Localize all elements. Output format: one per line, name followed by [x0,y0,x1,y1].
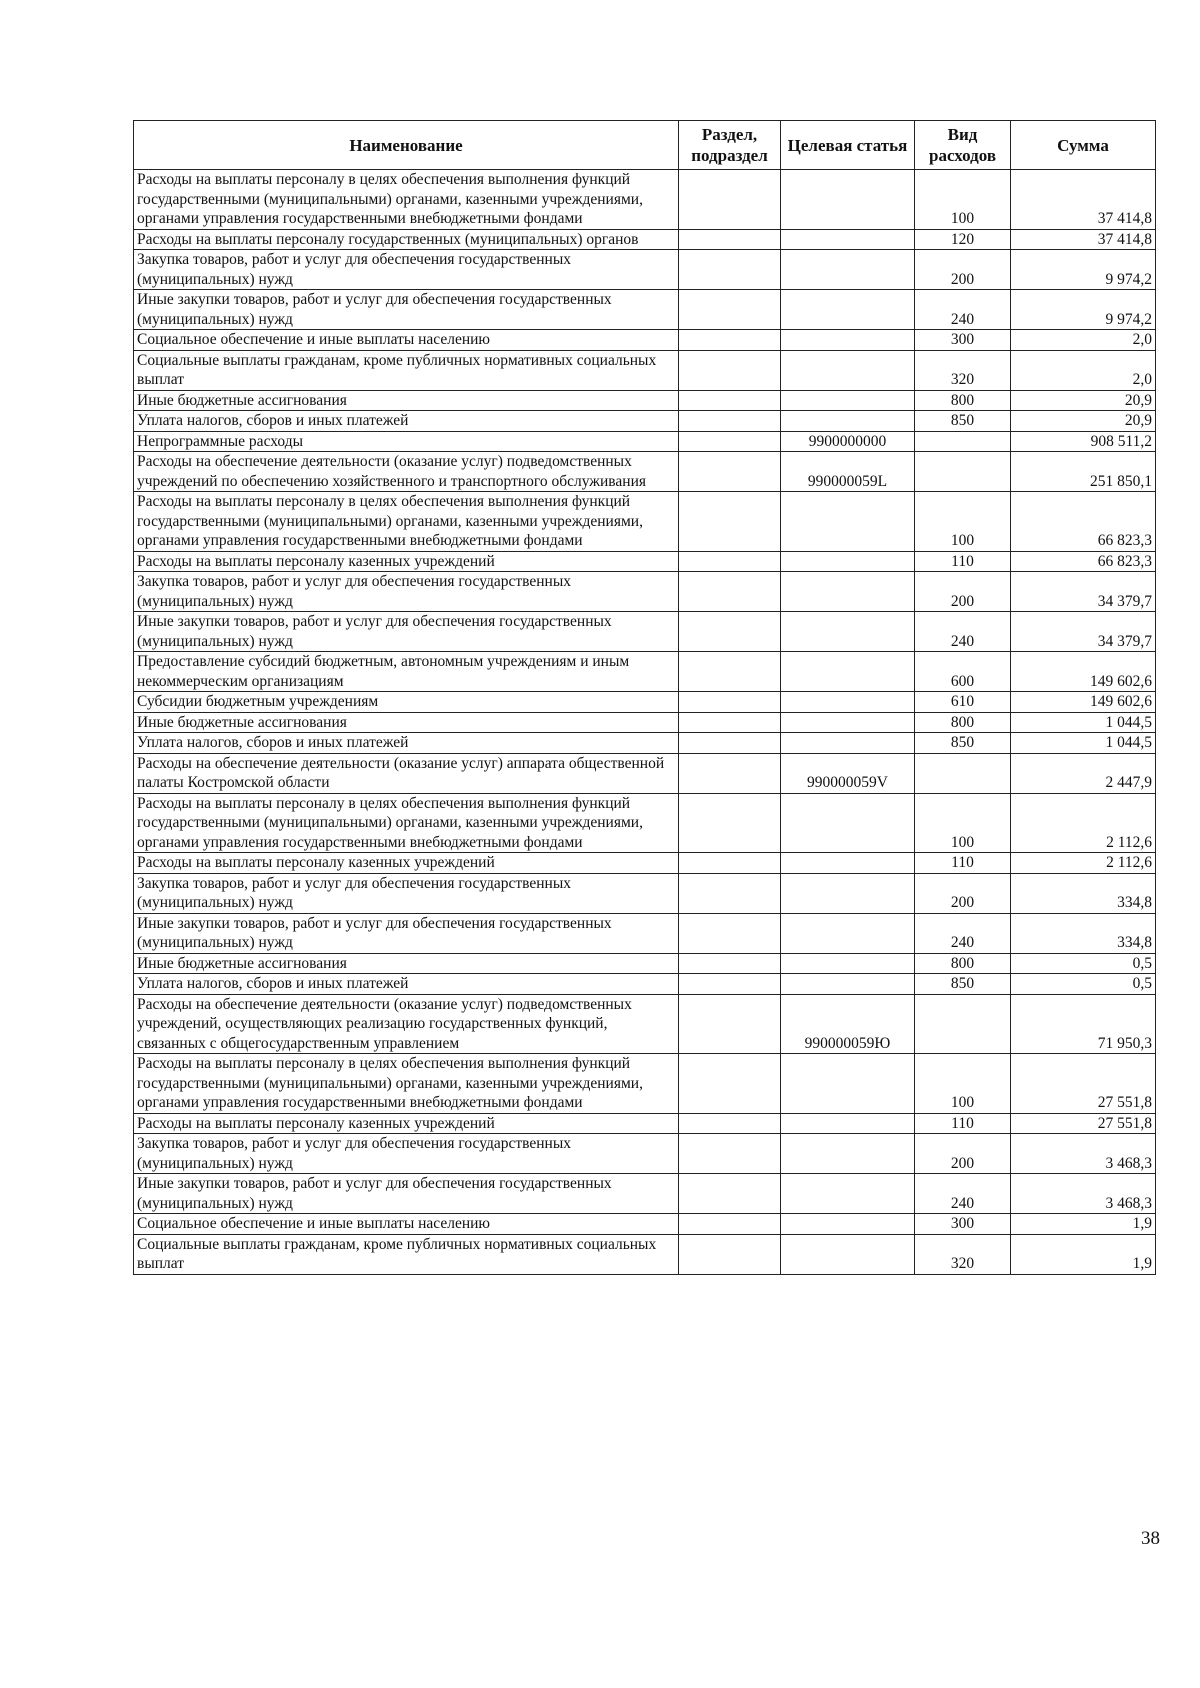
cell-target [781,1234,915,1274]
cell-target [781,551,915,572]
cell-sum: 37 414,8 [1011,170,1156,230]
header-target: Целевая статья [781,121,915,170]
cell-kind: 240 [915,612,1011,652]
cell-name: Иные закупки товаров, работ и услуг для обеспечения государственных (муниципальных) нужд [134,1174,679,1214]
cell-target [781,712,915,733]
cell-sum: 334,8 [1011,913,1156,953]
cell-section [679,290,781,330]
cell-name: Расходы на выплаты персоналу в целях обеспечения выполнения функций государственными (муниципальными) органами, казенными учреждениями, органами управления государственными внебюджетными фондами [134,793,679,853]
table-row [134,1054,1156,1114]
cell-target [781,290,915,330]
cell-sum: 71 950,3 [1011,994,1156,1054]
cell-kind: 240 [915,290,1011,330]
cell-name: Расходы на выплаты персоналу казенных учреждений [134,853,679,874]
table-row [134,994,1156,1054]
cell-target [781,350,915,390]
cell-kind: 300 [915,1214,1011,1235]
cell-name: Закупка товаров, работ и услуг для обеспечения государственных (муниципальных) нужд [134,250,679,290]
cell-section [679,953,781,974]
table-row [134,652,1156,692]
cell-target [781,873,915,913]
cell-name: Уплата налогов, сборов и иных платежей [134,974,679,995]
cell-kind: 600 [915,652,1011,692]
table-row [134,1214,1156,1235]
cell-target [781,330,915,351]
table-row [134,330,1156,351]
cell-sum: 0,5 [1011,953,1156,974]
cell-target [781,612,915,652]
cell-sum: 37 414,8 [1011,229,1156,250]
cell-section [679,692,781,713]
cell-target [781,953,915,974]
cell-sum: 9 974,2 [1011,250,1156,290]
cell-section [679,572,781,612]
table-body [134,170,1156,1275]
cell-name: Расходы на выплаты персоналу в целях обеспечения выполнения функций государственными (муниципальными) органами, казенными учреждениями, органами управления государственными внебюджетными фондами [134,170,679,230]
cell-sum: 20,9 [1011,390,1156,411]
cell-sum: 0,5 [1011,974,1156,995]
cell-section [679,652,781,692]
cell-target [781,1134,915,1174]
table-header-row [134,121,1156,170]
cell-name: Иные бюджетные ассигнования [134,712,679,733]
cell-sum: 334,8 [1011,873,1156,913]
cell-kind [915,994,1011,1054]
cell-name: Непрограммные расходы [134,431,679,452]
cell-section [679,793,781,853]
budget-table [133,120,1156,1275]
cell-section [679,330,781,351]
cell-name: Субсидии бюджетным учреждениям [134,692,679,713]
table-row [134,974,1156,995]
cell-section [679,913,781,953]
table-row [134,692,1156,713]
table-row [134,753,1156,793]
cell-sum: 27 551,8 [1011,1113,1156,1134]
cell-kind: 110 [915,853,1011,874]
cell-section [679,1134,781,1174]
cell-section [679,1113,781,1134]
cell-sum: 34 379,7 [1011,572,1156,612]
cell-name: Расходы на выплаты персоналу в целях обеспечения выполнения функций государственными (муниципальными) органами, казенными учреждениями, органами управления государственными внебюджетными фондами [134,1054,679,1114]
table-row [134,350,1156,390]
cell-sum: 20,9 [1011,411,1156,432]
cell-kind: 110 [915,1113,1011,1134]
cell-name: Расходы на обеспечение деятельности (оказание услуг) подведомственных учреждений по обеспечению хозяйственного и транспортного обслуживания [134,452,679,492]
cell-name: Иные бюджетные ассигнования [134,390,679,411]
cell-sum: 2,0 [1011,350,1156,390]
table-row [134,793,1156,853]
cell-sum: 251 850,1 [1011,452,1156,492]
cell-target [781,390,915,411]
cell-name: Расходы на выплаты персоналу казенных учреждений [134,551,679,572]
cell-sum: 3 468,3 [1011,1134,1156,1174]
table-row [134,853,1156,874]
cell-kind [915,753,1011,793]
cell-name: Иные закупки товаров, работ и услуг для обеспечения государственных (муниципальных) нужд [134,290,679,330]
cell-name: Иные закупки товаров, работ и услуг для обеспечения государственных (муниципальных) нужд [134,913,679,953]
cell-name: Социальные выплаты гражданам, кроме публичных нормативных социальных выплат [134,350,679,390]
table-row [134,953,1156,974]
cell-sum: 908 511,2 [1011,431,1156,452]
cell-sum: 1,9 [1011,1214,1156,1235]
cell-sum: 1 044,5 [1011,733,1156,754]
cell-kind: 100 [915,492,1011,552]
cell-name: Иные бюджетные ассигнования [134,953,679,974]
cell-target [781,853,915,874]
cell-target [781,1214,915,1235]
table-row [134,431,1156,452]
cell-section [679,974,781,995]
cell-sum: 66 823,3 [1011,492,1156,552]
cell-section [679,390,781,411]
table-row [134,1113,1156,1134]
cell-kind: 240 [915,913,1011,953]
cell-kind: 850 [915,411,1011,432]
cell-kind: 850 [915,974,1011,995]
cell-section [679,551,781,572]
cell-name: Расходы на выплаты персоналу казенных учреждений [134,1113,679,1134]
cell-target [781,250,915,290]
cell-target [781,492,915,552]
table-row [134,290,1156,330]
cell-section [679,350,781,390]
header-name: Наименование [134,121,679,170]
cell-name: Иные закупки товаров, работ и услуг для обеспечения государственных (муниципальных) нужд [134,612,679,652]
document-page [133,120,1155,1275]
cell-kind: 800 [915,712,1011,733]
cell-section [679,873,781,913]
cell-section [679,1174,781,1214]
cell-name: Предоставление субсидий бюджетным, автономным учреждениям и иным некоммерческим организациям [134,652,679,692]
cell-section [679,994,781,1054]
cell-target: 990000059L [781,452,915,492]
table-row [134,492,1156,552]
cell-name: Социальное обеспечение и иные выплаты населению [134,1214,679,1235]
cell-section [679,452,781,492]
table-row [134,411,1156,432]
cell-sum: 2 112,6 [1011,793,1156,853]
table-row [134,250,1156,290]
cell-section [679,250,781,290]
cell-kind: 100 [915,793,1011,853]
cell-name: Закупка товаров, работ и услуг для обеспечения государственных (муниципальных) нужд [134,873,679,913]
cell-target: 990000059Ю [781,994,915,1054]
cell-section [679,612,781,652]
cell-target [781,1113,915,1134]
cell-target [781,652,915,692]
cell-section [679,753,781,793]
cell-kind: 200 [915,873,1011,913]
cell-name: Закупка товаров, работ и услуг для обеспечения государственных (муниципальных) нужд [134,572,679,612]
table-row [134,612,1156,652]
cell-section [679,712,781,733]
cell-target: 9900000000 [781,431,915,452]
cell-sum: 2 112,6 [1011,853,1156,874]
cell-target [781,793,915,853]
cell-kind: 200 [915,1134,1011,1174]
cell-kind: 200 [915,572,1011,612]
cell-target [781,411,915,432]
cell-section [679,170,781,230]
cell-sum: 34 379,7 [1011,612,1156,652]
cell-target [781,692,915,713]
header-sum: Сумма [1011,121,1156,170]
table-row [134,873,1156,913]
table-row [134,733,1156,754]
cell-section [679,853,781,874]
cell-sum: 2 447,9 [1011,753,1156,793]
table-row [134,390,1156,411]
table-row [134,452,1156,492]
page-number: 38 [1141,1528,1160,1549]
cell-target [781,572,915,612]
table-row [134,712,1156,733]
cell-name: Расходы на обеспечение деятельности (оказание услуг) аппарата общественной палаты Костромской области [134,753,679,793]
cell-name: Расходы на выплаты персоналу в целях обеспечения выполнения функций государственными (муниципальными) органами, казенными учреждениями, органами управления государственными внебюджетными фондами [134,492,679,552]
cell-kind: 800 [915,953,1011,974]
table-row [134,170,1156,230]
cell-kind: 320 [915,1234,1011,1274]
cell-kind: 300 [915,330,1011,351]
cell-name: Расходы на выплаты персоналу государственных (муниципальных) органов [134,229,679,250]
cell-sum: 149 602,6 [1011,652,1156,692]
cell-section [679,492,781,552]
cell-name: Социальное обеспечение и иные выплаты населению [134,330,679,351]
table-row [134,913,1156,953]
cell-sum: 9 974,2 [1011,290,1156,330]
cell-section [679,1054,781,1114]
cell-target [781,974,915,995]
cell-kind: 120 [915,229,1011,250]
cell-sum: 66 823,3 [1011,551,1156,572]
cell-kind: 320 [915,350,1011,390]
cell-sum: 27 551,8 [1011,1054,1156,1114]
cell-kind: 610 [915,692,1011,713]
table-row [134,572,1156,612]
table-row [134,1174,1156,1214]
cell-kind: 800 [915,390,1011,411]
table-row [134,551,1156,572]
cell-name: Закупка товаров, работ и услуг для обеспечения государственных (муниципальных) нужд [134,1134,679,1174]
cell-kind [915,431,1011,452]
cell-kind: 850 [915,733,1011,754]
cell-name: Расходы на обеспечение деятельности (оказание услуг) подведомственных учреждений, осуществляющих реализацию государственных функций, связанных с общегосударственным управлением [134,994,679,1054]
cell-section [679,411,781,432]
cell-target [781,913,915,953]
cell-name: Социальные выплаты гражданам, кроме публичных нормативных социальных выплат [134,1234,679,1274]
cell-section [679,733,781,754]
cell-kind: 240 [915,1174,1011,1214]
table-row [134,1134,1156,1174]
cell-kind: 100 [915,1054,1011,1114]
cell-sum: 3 468,3 [1011,1174,1156,1214]
cell-target: 990000059V [781,753,915,793]
cell-sum: 1 044,5 [1011,712,1156,733]
cell-target [781,1054,915,1114]
cell-target [781,170,915,230]
cell-section [679,229,781,250]
cell-target [781,733,915,754]
cell-kind [915,452,1011,492]
cell-target [781,229,915,250]
cell-section [679,1214,781,1235]
cell-name: Уплата налогов, сборов и иных платежей [134,733,679,754]
cell-section [679,1234,781,1274]
header-kind: Вид расходов [915,121,1011,170]
cell-target [781,1174,915,1214]
cell-sum: 149 602,6 [1011,692,1156,713]
cell-kind: 100 [915,170,1011,230]
cell-sum: 2,0 [1011,330,1156,351]
header-section: Раздел, подраздел [679,121,781,170]
cell-section [679,431,781,452]
table-row [134,229,1156,250]
cell-kind: 200 [915,250,1011,290]
cell-sum: 1,9 [1011,1234,1156,1274]
cell-kind: 110 [915,551,1011,572]
table-row [134,1234,1156,1274]
cell-name: Уплата налогов, сборов и иных платежей [134,411,679,432]
